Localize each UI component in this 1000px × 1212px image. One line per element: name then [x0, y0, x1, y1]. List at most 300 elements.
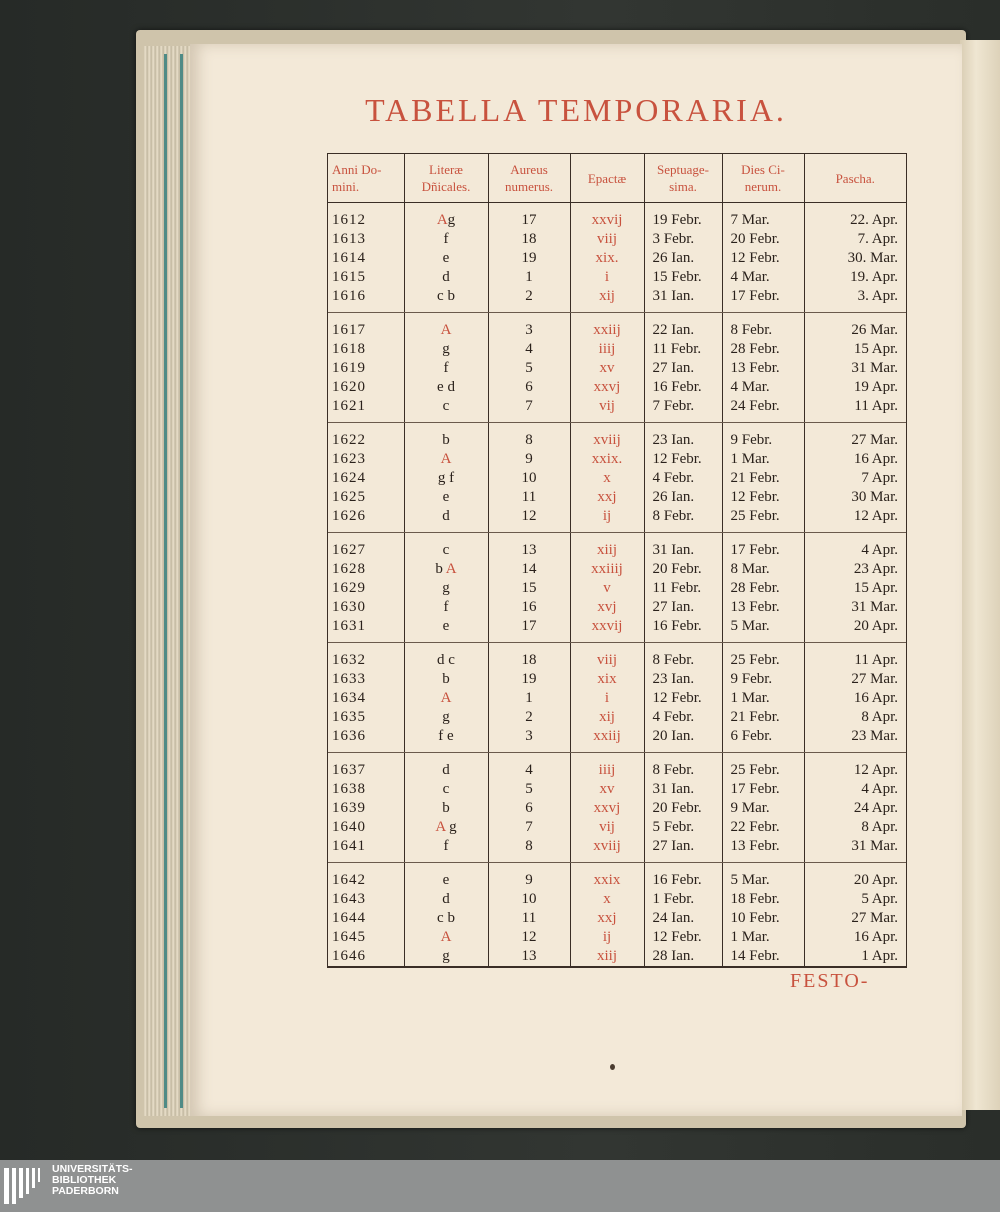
cell-pascha: 15 Apr.: [804, 579, 906, 598]
cell-epactae: xxvij: [570, 203, 644, 231]
table-row: [328, 533, 906, 561]
cell-septuagesima: 4 Febr.: [644, 708, 722, 727]
cell-dies-cinerum: 13 Febr.: [722, 598, 804, 617]
cell-anni-domini: 1622: [332, 432, 366, 448]
cell-literae-dominicales: d: [404, 268, 488, 287]
cell-dies-cinerum: 17 Febr.: [722, 533, 804, 561]
cell-literae-dominicales: f: [404, 230, 488, 249]
teal-page-edge: [164, 54, 167, 1108]
cell-pascha: 20 Apr.: [804, 617, 906, 643]
cell-literae-dominicales: A: [404, 689, 488, 708]
cell-pascha: 15 Apr.: [804, 340, 906, 359]
table-row: [328, 268, 906, 287]
cell-epactae: xxix: [570, 863, 644, 891]
cell-epactae: i: [570, 268, 644, 287]
header-line: Epactæ: [587, 170, 627, 186]
cell-pascha: 1 Apr.: [804, 947, 906, 966]
cell-dies-cinerum: 24 Febr.: [722, 397, 804, 423]
cell-literae-dominicales: f e: [404, 727, 488, 753]
cell-aureus-numerus: 13: [488, 947, 570, 966]
header-epactae: [570, 154, 644, 203]
cell-dies-cinerum: 21 Febr.: [722, 469, 804, 488]
cell-pascha: 31 Mar.: [804, 359, 906, 378]
cell-epactae: viij: [570, 643, 644, 671]
cell-pascha: 12 Apr.: [804, 753, 906, 781]
cell-septuagesima: 20 Febr.: [644, 560, 722, 579]
cell-septuagesima: 15 Febr.: [644, 268, 722, 287]
teal-page-edge: [180, 54, 183, 1108]
cell-anni-domini: 1617: [332, 322, 366, 338]
page-edges: [144, 46, 196, 1116]
cell-aureus-numerus: 8: [488, 837, 570, 863]
header-line: Dies Ci-: [741, 162, 785, 177]
cell-epactae: xxix.: [570, 450, 644, 469]
cell-pascha: 22. Apr.: [804, 203, 906, 231]
table-row: [328, 837, 906, 863]
cell-dies-cinerum: 8 Mar.: [722, 560, 804, 579]
cell-septuagesima: 12 Febr.: [644, 689, 722, 708]
cell-literae-dominicales: f: [404, 359, 488, 378]
cell-epactae: xviij: [570, 423, 644, 451]
cell-septuagesima: 5 Febr.: [644, 818, 722, 837]
cell-dies-cinerum: 22 Febr.: [722, 818, 804, 837]
cell-aureus-numerus: 12: [488, 928, 570, 947]
table-row: [328, 507, 906, 533]
table-row: [328, 890, 906, 909]
table-row: [328, 689, 906, 708]
cell-pascha: 31 Mar.: [804, 598, 906, 617]
cell-epactae: v: [570, 579, 644, 598]
cell-aureus-numerus: 17: [488, 203, 570, 231]
cell-pascha: 11 Apr.: [804, 397, 906, 423]
cell-aureus-numerus: 9: [488, 863, 570, 891]
table-row: [328, 488, 906, 507]
library-logo-bars-icon: [4, 1166, 44, 1206]
cell-dies-cinerum: 7 Mar.: [722, 203, 804, 231]
paper-spot: [610, 1064, 615, 1070]
cell-literae-dominicales: d: [404, 890, 488, 909]
cell-anni-domini: 1637: [332, 762, 366, 778]
cell-aureus-numerus: 1: [488, 268, 570, 287]
cell-anni-domini: 1624: [332, 470, 366, 486]
cell-septuagesima: 27 Ian.: [644, 837, 722, 863]
cell-dies-cinerum: 12 Febr.: [722, 249, 804, 268]
cell-dies-cinerum: 12 Febr.: [722, 488, 804, 507]
cell-pascha: 16 Apr.: [804, 928, 906, 947]
cell-dies-cinerum: 28 Febr.: [722, 579, 804, 598]
table-row: [328, 249, 906, 268]
cell-anni-domini: 1629: [332, 580, 366, 596]
cell-pascha: 16 Apr.: [804, 689, 906, 708]
cell-aureus-numerus: 10: [488, 890, 570, 909]
cell-anni-domini: 1631: [328, 617, 404, 643]
table-row: [328, 230, 906, 249]
cell-aureus-numerus: 7: [488, 818, 570, 837]
cell-aureus-numerus: 3: [488, 727, 570, 753]
cell-dies-cinerum: 9 Febr.: [722, 670, 804, 689]
cell-septuagesima: 31 Ian.: [644, 287, 722, 313]
cell-aureus-numerus: 4: [488, 340, 570, 359]
cell-anni-domini: 1643: [332, 891, 366, 907]
header-septuagesima: [644, 154, 722, 203]
table-header-row: [328, 154, 906, 203]
cell-literae-dominicales: b: [404, 670, 488, 689]
table-row: [328, 708, 906, 727]
cell-pascha: 30. Mar.: [804, 249, 906, 268]
header-aureus-numerus: [488, 154, 570, 203]
cell-literae-dominicales: f: [404, 837, 488, 863]
cell-pascha: 4 Apr.: [804, 780, 906, 799]
easter-table: [328, 154, 906, 966]
cell-epactae: xiij: [570, 533, 644, 561]
cell-epactae: xvj: [570, 598, 644, 617]
cell-septuagesima: 8 Febr.: [644, 643, 722, 671]
header-pascha: [804, 154, 906, 203]
cell-anni-domini: 1616: [328, 287, 404, 313]
cell-pascha: 20 Apr.: [804, 863, 906, 891]
cell-literae-dominicales: A: [404, 928, 488, 947]
cell-dies-cinerum: 10 Febr.: [722, 909, 804, 928]
cell-pascha: 3. Apr.: [804, 287, 906, 313]
cell-literae-dominicales: A g: [404, 818, 488, 837]
cell-epactae: xiij: [570, 947, 644, 966]
cell-epactae: ij: [570, 928, 644, 947]
cell-epactae: vij: [570, 397, 644, 423]
cell-pascha: 12 Apr.: [804, 507, 906, 533]
cell-dies-cinerum: 1 Mar.: [722, 450, 804, 469]
cell-literae-dominicales: A: [404, 450, 488, 469]
cell-aureus-numerus: 13: [488, 533, 570, 561]
cell-aureus-numerus: 11: [488, 488, 570, 507]
cell-literae-dominicales: g: [404, 947, 488, 966]
cell-dies-cinerum: 1 Mar.: [722, 689, 804, 708]
cell-septuagesima: 27 Ian.: [644, 359, 722, 378]
cell-epactae: xxj: [570, 488, 644, 507]
cell-anni-domini: 1626: [328, 507, 404, 533]
cell-anni-domini: 1619: [332, 360, 366, 376]
cell-septuagesima: 12 Febr.: [644, 928, 722, 947]
cell-aureus-numerus: 19: [488, 670, 570, 689]
table-row: [328, 780, 906, 799]
header-line: Pascha.: [835, 170, 875, 186]
header-line: Dñicales.: [421, 179, 471, 194]
page-title: TABELLA TEMPORARIA.: [365, 92, 787, 128]
table-row: [328, 598, 906, 617]
table-row: [328, 863, 906, 891]
library-footer: [0, 1160, 1000, 1212]
cell-literae-dominicales: e: [404, 617, 488, 643]
header-line: Anni Do-: [332, 162, 382, 177]
cell-anni-domini: 1645: [332, 929, 366, 945]
right-page-edge: [960, 40, 1000, 1110]
cell-anni-domini: 1634: [332, 690, 366, 706]
cell-anni-domini: 1628: [332, 561, 366, 577]
cell-pascha: 23 Apr.: [804, 560, 906, 579]
cell-aureus-numerus: 19: [488, 249, 570, 268]
cell-aureus-numerus: 14: [488, 560, 570, 579]
cell-epactae: x: [570, 890, 644, 909]
table-row: [328, 287, 906, 313]
header-line: nerum.: [744, 179, 782, 194]
cell-dies-cinerum: 25 Febr.: [722, 643, 804, 671]
cell-pascha: 4 Apr.: [804, 533, 906, 561]
cell-anni-domini: 1630: [332, 599, 366, 615]
cell-pascha: 23 Mar.: [804, 727, 906, 753]
cell-dies-cinerum: 6 Febr.: [722, 727, 804, 753]
cell-literae-dominicales: c: [404, 397, 488, 423]
cell-anni-domini: 1618: [332, 341, 366, 357]
header-line: Literæ: [429, 162, 463, 177]
cell-septuagesima: 16 Febr.: [644, 863, 722, 891]
cell-septuagesima: 11 Febr.: [644, 340, 722, 359]
cell-aureus-numerus: 6: [488, 799, 570, 818]
cell-epactae: vij: [570, 818, 644, 837]
cell-pascha: 7 Apr.: [804, 469, 906, 488]
table-row: [328, 203, 906, 231]
header-dies-cinerum: [722, 154, 804, 203]
cell-epactae: xxiij: [570, 313, 644, 341]
cell-aureus-numerus: 5: [488, 780, 570, 799]
cell-septuagesima: 3 Febr.: [644, 230, 722, 249]
cell-pascha: 27 Mar.: [804, 670, 906, 689]
header-literae-dominicales: [404, 154, 488, 203]
cell-septuagesima: 22 Ian.: [644, 313, 722, 341]
cell-septuagesima: 20 Ian.: [644, 727, 722, 753]
header-anni-domini: [328, 154, 404, 203]
cell-septuagesima: 1 Febr.: [644, 890, 722, 909]
cell-pascha: 27 Mar.: [804, 423, 906, 451]
cell-dies-cinerum: 25 Febr.: [722, 753, 804, 781]
cell-anni-domini: 1627: [332, 542, 366, 558]
cell-aureus-numerus: 6: [488, 378, 570, 397]
cell-pascha: 11 Apr.: [804, 643, 906, 671]
cell-aureus-numerus: 3: [488, 313, 570, 341]
catchword: FESTO-: [790, 970, 870, 992]
table-row: [328, 397, 906, 423]
cell-dies-cinerum: 5 Mar.: [722, 863, 804, 891]
cell-anni-domini: 1621: [328, 397, 404, 423]
cell-septuagesima: 16 Febr.: [644, 378, 722, 397]
cell-anni-domini: 1615: [332, 269, 366, 285]
cell-epactae: i: [570, 689, 644, 708]
cell-literae-dominicales: g: [404, 340, 488, 359]
cell-epactae: xxvj: [570, 799, 644, 818]
cell-dies-cinerum: 21 Febr.: [722, 708, 804, 727]
cell-anni-domini: 1639: [332, 800, 366, 816]
cell-aureus-numerus: 1: [488, 689, 570, 708]
cell-literae-dominicales: f: [404, 598, 488, 617]
cell-pascha: 19 Apr.: [804, 378, 906, 397]
cell-septuagesima: 11 Febr.: [644, 579, 722, 598]
cell-anni-domini: 1636: [328, 727, 404, 753]
cell-dies-cinerum: 4 Mar.: [722, 378, 804, 397]
cell-aureus-numerus: 7: [488, 397, 570, 423]
table-row: [328, 909, 906, 928]
cell-dies-cinerum: 28 Febr.: [722, 340, 804, 359]
cell-pascha: 8 Apr.: [804, 818, 906, 837]
cell-epactae: xix.: [570, 249, 644, 268]
cell-epactae: xij: [570, 708, 644, 727]
cell-anni-domini: 1646: [332, 948, 366, 964]
table-row: [328, 423, 906, 451]
cell-septuagesima: 4 Febr.: [644, 469, 722, 488]
cell-literae-dominicales: c: [404, 533, 488, 561]
cell-epactae: xxiiij: [570, 560, 644, 579]
cell-literae-dominicales: b: [404, 799, 488, 818]
table-row: [328, 359, 906, 378]
cell-anni-domini: 1642: [332, 872, 366, 888]
cell-pascha: 8 Apr.: [804, 708, 906, 727]
cell-epactae: xv: [570, 359, 644, 378]
cell-pascha: 30 Mar.: [804, 488, 906, 507]
cell-anni-domini: 1635: [332, 709, 366, 725]
temporal-table: [327, 153, 907, 968]
cell-dies-cinerum: 8 Febr.: [722, 313, 804, 341]
cell-literae-dominicales: Ag: [404, 203, 488, 231]
book-page: [190, 44, 962, 1116]
table-row: [328, 378, 906, 397]
cell-literae-dominicales: e: [404, 863, 488, 891]
cell-literae-dominicales: g: [404, 708, 488, 727]
cell-epactae: xv: [570, 780, 644, 799]
cell-anni-domini: 1623: [332, 451, 366, 467]
cell-epactae: xxiij: [570, 727, 644, 753]
cell-septuagesima: 31 Ian.: [644, 780, 722, 799]
cell-epactae: x: [570, 469, 644, 488]
cell-septuagesima: 31 Ian.: [644, 533, 722, 561]
cell-pascha: 16 Apr.: [804, 450, 906, 469]
cell-literae-dominicales: g: [404, 579, 488, 598]
table-row: [328, 643, 906, 671]
cell-pascha: 26 Mar.: [804, 313, 906, 341]
cell-epactae: xxvj: [570, 378, 644, 397]
header-line: mini.: [332, 179, 360, 194]
logo-line: UNIVERSITÄTS-: [52, 1163, 133, 1175]
cell-aureus-numerus: 15: [488, 579, 570, 598]
table-row: [328, 753, 906, 781]
cell-aureus-numerus: 16: [488, 598, 570, 617]
cell-septuagesima: 19 Febr.: [644, 203, 722, 231]
cell-literae-dominicales: b: [404, 423, 488, 451]
cell-anni-domini: 1614: [332, 250, 366, 266]
cell-epactae: xix: [570, 670, 644, 689]
cell-epactae: xviij: [570, 837, 644, 863]
cell-pascha: 7. Apr.: [804, 230, 906, 249]
cell-septuagesima: 12 Febr.: [644, 450, 722, 469]
cell-anni-domini: 1620: [332, 379, 366, 395]
cell-literae-dominicales: e d: [404, 378, 488, 397]
cell-anni-domini: 1641: [328, 837, 404, 863]
cell-epactae: xij: [570, 287, 644, 313]
table-row: [328, 928, 906, 947]
cell-dies-cinerum: 13 Febr.: [722, 837, 804, 863]
cell-pascha: 27 Mar.: [804, 909, 906, 928]
cell-aureus-numerus: 18: [488, 643, 570, 671]
cell-aureus-numerus: 17: [488, 617, 570, 643]
table-row: [328, 670, 906, 689]
cell-epactae: xxvij: [570, 617, 644, 643]
cell-dies-cinerum: 17 Febr.: [722, 287, 804, 313]
cell-septuagesima: 7 Febr.: [644, 397, 722, 423]
cell-septuagesima: 8 Febr.: [644, 753, 722, 781]
table-row: [328, 727, 906, 753]
cell-anni-domini: 1613: [332, 231, 366, 247]
cell-dies-cinerum: 1 Mar.: [722, 928, 804, 947]
cell-pascha: 24 Apr.: [804, 799, 906, 818]
cell-dies-cinerum: 14 Febr.: [722, 947, 804, 966]
header-line: numerus.: [504, 179, 554, 194]
cell-septuagesima: 23 Ian.: [644, 670, 722, 689]
cell-anni-domini: 1640: [332, 819, 366, 835]
logo-line: BIBLIOTHEK: [52, 1174, 117, 1186]
cell-aureus-numerus: 2: [488, 708, 570, 727]
cell-pascha: 19. Apr.: [804, 268, 906, 287]
cell-septuagesima: 27 Ian.: [644, 598, 722, 617]
cell-aureus-numerus: 11: [488, 909, 570, 928]
cell-literae-dominicales: c b: [404, 287, 488, 313]
cell-aureus-numerus: 8: [488, 423, 570, 451]
cell-literae-dominicales: g f: [404, 469, 488, 488]
cell-anni-domini: 1612: [332, 212, 366, 228]
cell-septuagesima: 26 Ian.: [644, 488, 722, 507]
cell-dies-cinerum: 20 Febr.: [722, 230, 804, 249]
table-row: [328, 617, 906, 643]
cell-dies-cinerum: 13 Febr.: [722, 359, 804, 378]
cell-literae-dominicales: e: [404, 488, 488, 507]
cell-pascha: 31 Mar.: [804, 837, 906, 863]
cell-epactae: iiij: [570, 340, 644, 359]
cell-dies-cinerum: 4 Mar.: [722, 268, 804, 287]
cell-aureus-numerus: 18: [488, 230, 570, 249]
cell-anni-domini: 1644: [332, 910, 366, 926]
cell-epactae: ij: [570, 507, 644, 533]
table-row: [328, 579, 906, 598]
cell-dies-cinerum: 18 Febr.: [722, 890, 804, 909]
cell-septuagesima: 28 Ian.: [644, 947, 722, 966]
cell-aureus-numerus: 2: [488, 287, 570, 313]
table-row: [328, 818, 906, 837]
cell-literae-dominicales: c b: [404, 909, 488, 928]
cell-epactae: xxj: [570, 909, 644, 928]
cell-anni-domini: 1625: [332, 489, 366, 505]
header-line: sima.: [669, 179, 697, 194]
cell-dies-cinerum: 9 Mar.: [722, 799, 804, 818]
logo-line: PADERBORN: [52, 1185, 119, 1197]
table-row: [328, 340, 906, 359]
cell-literae-dominicales: A: [404, 313, 488, 341]
cell-epactae: viij: [570, 230, 644, 249]
table-body: [328, 203, 906, 967]
cell-aureus-numerus: 10: [488, 469, 570, 488]
cell-anni-domini: 1638: [332, 781, 366, 797]
cell-anni-domini: 1633: [332, 671, 366, 687]
cell-septuagesima: 26 Ian.: [644, 249, 722, 268]
table-row: [328, 450, 906, 469]
cell-septuagesima: 8 Febr.: [644, 507, 722, 533]
cell-septuagesima: 20 Febr.: [644, 799, 722, 818]
cell-dies-cinerum: 25 Febr.: [722, 507, 804, 533]
cell-septuagesima: 23 Ian.: [644, 423, 722, 451]
cell-literae-dominicales: d: [404, 507, 488, 533]
cell-literae-dominicales: b A: [404, 560, 488, 579]
cell-epactae: iiij: [570, 753, 644, 781]
cell-aureus-numerus: 4: [488, 753, 570, 781]
cell-septuagesima: 16 Febr.: [644, 617, 722, 643]
cell-literae-dominicales: d c: [404, 643, 488, 671]
table-row: [328, 947, 906, 966]
cell-dies-cinerum: 17 Febr.: [722, 780, 804, 799]
cell-dies-cinerum: 5 Mar.: [722, 617, 804, 643]
